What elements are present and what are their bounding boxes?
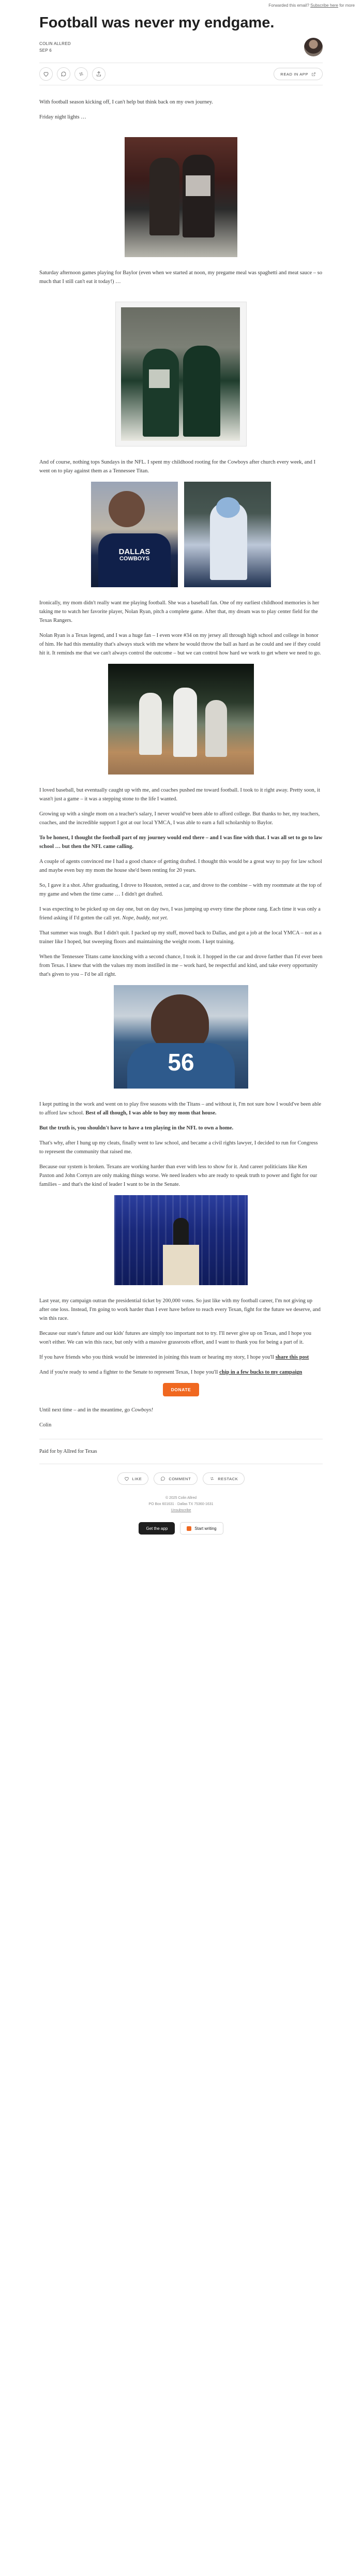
substack-logo-icon — [187, 1526, 191, 1531]
post-title[interactable]: Football was never my endgame. — [39, 14, 275, 31]
paragraph-bold: Best of all though, I was able to buy my mom that house. — [85, 1110, 217, 1116]
player-figure — [149, 158, 179, 235]
subscribe-link[interactable]: Subscribe here — [310, 3, 338, 8]
paragraph-text: I kept putting in the work and went on to play five seasons with the Titans – and without it, I'm not sure how I would've been able to afford law school. — [39, 1101, 322, 1116]
shirt-dallas-text: DALLAS — [118, 547, 150, 557]
paragraph — [39, 1368, 323, 1377]
child-face — [109, 491, 145, 527]
author-name[interactable]: COLIN ALLRED — [39, 41, 71, 46]
paragraph: That summer was tough. But I didn't quit. I packed up my stuff, moved back to Dallas, and got a job at the local YMCA – not as a trainer like I hoped, but sweeping floors and maintaining the weight room. I kept training. — [39, 930, 322, 945]
start-writing-button[interactable] — [180, 1522, 223, 1535]
comment-label: COMMENT — [169, 1476, 191, 1481]
paid-for-by: Paid for by Allred for Texas — [39, 1449, 97, 1455]
player-figure — [183, 346, 220, 437]
shirt-cowboys-text: COWBOYS — [119, 556, 150, 562]
player-figure — [143, 349, 179, 437]
paragraph: Saturday afternoon games playing for Baylor (even when we started at noon, my pregame meal was spaghetti and meat sauce – so much that I still can't eat it today!) … — [39, 270, 322, 285]
get-app-button[interactable]: Get the app — [139, 1522, 175, 1535]
signoff: Colin — [39, 1422, 52, 1428]
player-figure — [205, 700, 227, 757]
forward-suffix: for more — [339, 3, 355, 8]
paragraph-text: I was expecting to be picked up on day one, but on day two, I was jumping up every time the phone rang. Each time it was only a friend asking if I'd gotten the call yet. — [39, 906, 321, 921]
restack-button[interactable] — [74, 67, 88, 81]
titans-game-photo[interactable] — [184, 482, 271, 587]
share-button[interactable] — [92, 67, 105, 81]
external-link-icon — [311, 72, 316, 77]
cowboys-titans-photos — [91, 482, 271, 587]
paragraph: A couple of agents convinced me I had a good chance of getting drafted. I thought this would be a great way to pay for law school and maybe even buy my mom the house she'd been renting for 20 years. — [39, 859, 322, 874]
paragraph: But the truth is, you shouldn't have to have a ten playing in the NFL to own a home. — [39, 1125, 234, 1131]
player-figure — [183, 155, 215, 237]
read-in-app-button[interactable] — [274, 68, 323, 80]
paragraph: To be honest, I thought the football part of my journey would end there – and I was fine with that. I was all set to go to law school … but then the NFL came calling. — [39, 835, 323, 850]
share-icon — [96, 71, 102, 77]
paragraph-text: Until next time – and in the meantime, go — [39, 1407, 130, 1413]
paragraph: Friday night lights … — [39, 114, 86, 121]
share-post-link[interactable]: share this post — [275, 1354, 309, 1361]
paragraph: Because our state's future and our kids' futures are simply too important not to try. I'll never give up on Texas, and I hope you won't either. We can win this race, but only with a massive grassroots effort, and I want to thank you for being a part of it. — [39, 1331, 312, 1346]
restack-label: RESTACK — [218, 1476, 238, 1481]
heart-icon — [124, 1476, 129, 1481]
forward-bar — [0, 0, 362, 10]
paragraph — [39, 1100, 323, 1118]
highschool-football-photo[interactable] — [125, 137, 237, 257]
rally-stage-photo[interactable] — [114, 1195, 248, 1285]
restack-pill-button[interactable] — [203, 1472, 245, 1485]
paragraph: And of course, nothing tops Sundays in the NFL. I spent my childhood rooting for the Cowboys after church every week, and I went on to play against them as a Tennessee Titan. — [39, 459, 315, 474]
byline — [39, 38, 323, 56]
post-date: SEP 6 — [39, 48, 52, 53]
baylor-football-photo — [121, 307, 240, 441]
paragraph — [39, 1353, 323, 1362]
paragraph: I loved baseball, but eventually caught up with me, and coaches pushed me toward football. I took to it right away. Pretty soon, it wasn't just a game – it was a stepping stone to the life I wanted. — [39, 787, 320, 802]
copyright: © 2025 Colin Allred — [165, 1496, 197, 1500]
childhood-cowboys-photo[interactable] — [91, 482, 178, 587]
paragraph: Because our system is broken. Texans are working harder than ever with less to show for it. And career politicians like Ken Paxton and John Cornyn are only making things worse. We need leaders who are ready to speak truth to power and fight for our families – and that's the kind of leader I want to be in the Senate. — [39, 1164, 318, 1188]
paragraph-emphasis: Cowboys! — [131, 1407, 153, 1413]
baylor-photo-frame[interactable] — [115, 302, 247, 446]
address: PO Box 601631 · Dallas TX 75360-1631 — [148, 1502, 214, 1507]
player-figure — [139, 693, 162, 755]
paragraph: So, I gave it a shot. After graduating, I drove to Houston, rented a car, and drove to the combine – with my roommate at the top of my game and when the time came … I didn't get drafted. — [39, 883, 322, 898]
like-label: LIKE — [132, 1476, 142, 1481]
author-info — [39, 40, 71, 54]
paragraph — [39, 1406, 323, 1414]
paragraph: Growing up with a single mom on a teacher's salary, I never would've been able to afford college. But thanks to her, my teachers, coaches, and the incredible support I got at our local YMCA, I was able to earn a full scholarship to Baylor. — [39, 811, 320, 826]
titans-portrait-photo[interactable] — [114, 985, 248, 1089]
action-bar — [39, 63, 323, 85]
comment-icon — [160, 1476, 165, 1481]
comment-pill-button[interactable] — [154, 1472, 198, 1485]
cowboys-shirt-text — [108, 548, 161, 562]
player-figure — [173, 688, 197, 757]
jersey-number: 56 — [168, 1049, 194, 1076]
paragraph: With football season kicking off, I can't help but think back on my own journey. — [39, 99, 213, 106]
like-button[interactable] — [39, 67, 53, 81]
bottom-action-bar — [39, 1464, 323, 1490]
podium — [163, 1245, 199, 1285]
paragraph: When the Tennessee Titans came knocking with a second chance, I took it. I hopped in the car and drove farther than I'd ever been from Texas. I knew that with the values my mom instilled in me – work hard, be respectful and kind, and take every opportunity that's given to you – I'd be all right. — [39, 954, 323, 978]
donate-cta — [39, 1383, 323, 1396]
paragraph: Ironically, my mom didn't really want me playing football. She was a baseball fan. One of my earliest childhood memories is her taking me to watch her favorite player, Nolan Ryan, pitch a complete game. After that, my dream was to play center field for the Texas Rangers. — [39, 600, 320, 624]
comment-icon — [61, 71, 67, 77]
forward-prefix: Forwarded this email? — [268, 3, 309, 8]
paragraph-text: And if you're ready to send a fighter to the Senate to represent Texas, I hope you'll — [39, 1369, 218, 1376]
forward-text — [268, 3, 355, 8]
like-pill-button[interactable] — [117, 1472, 149, 1485]
read-in-app-label: READ IN APP — [280, 71, 308, 77]
paragraph — [39, 905, 323, 922]
paragraph: Nolan Ryan is a Texas legend, and I was a huge fan – I even wore #34 on my jersey all through high school and college in honor of him. He had this mentality that's always stuck with me where he would throw the ball as hard as he could and see if they could hit it. It reminds me that we can't always control the outcome – but we can control how hard we work to get where we need to go. — [39, 633, 321, 657]
start-writing-label: Start writing — [194, 1526, 217, 1531]
paragraph: Last year, my campaign outran the presidential ticket by 200,000 votes. So just like with my football career, I'm not giving up after one loss. Instead, I'm going to work harder than I ever have before to reach every Texan, fight for the future we deserve, and win this race. — [39, 1298, 321, 1322]
app-buttons — [39, 1522, 323, 1535]
jersey-number — [149, 369, 170, 388]
baseball-photo[interactable] — [108, 664, 254, 775]
restack-icon — [209, 1476, 215, 1481]
post-body — [39, 85, 323, 1430]
jersey-number — [186, 175, 210, 196]
author-avatar[interactable] — [304, 38, 323, 56]
post-container — [39, 14, 323, 1535]
donate-button[interactable]: DONATE — [163, 1383, 200, 1396]
paragraph-emphasis: Nope, buddy, not yet. — [122, 915, 168, 921]
unsubscribe-link[interactable]: Unsubscribe — [171, 1509, 191, 1513]
paragraph: That's why, after I hung up my cleats, finally went to law school, and became a civil rights lawyer, I decided to run for Congress to represent the community that raised me. — [39, 1140, 318, 1155]
restack-icon — [78, 71, 84, 77]
chip-in-link[interactable]: chip in a few bucks to my campaign — [219, 1369, 303, 1376]
heart-icon — [43, 71, 49, 77]
comment-button[interactable] — [57, 67, 70, 81]
paragraph-text: If you have friends who you think would be interested in joining this team or hearing my story, I hope you'll — [39, 1354, 275, 1361]
footer — [39, 1490, 323, 1514]
